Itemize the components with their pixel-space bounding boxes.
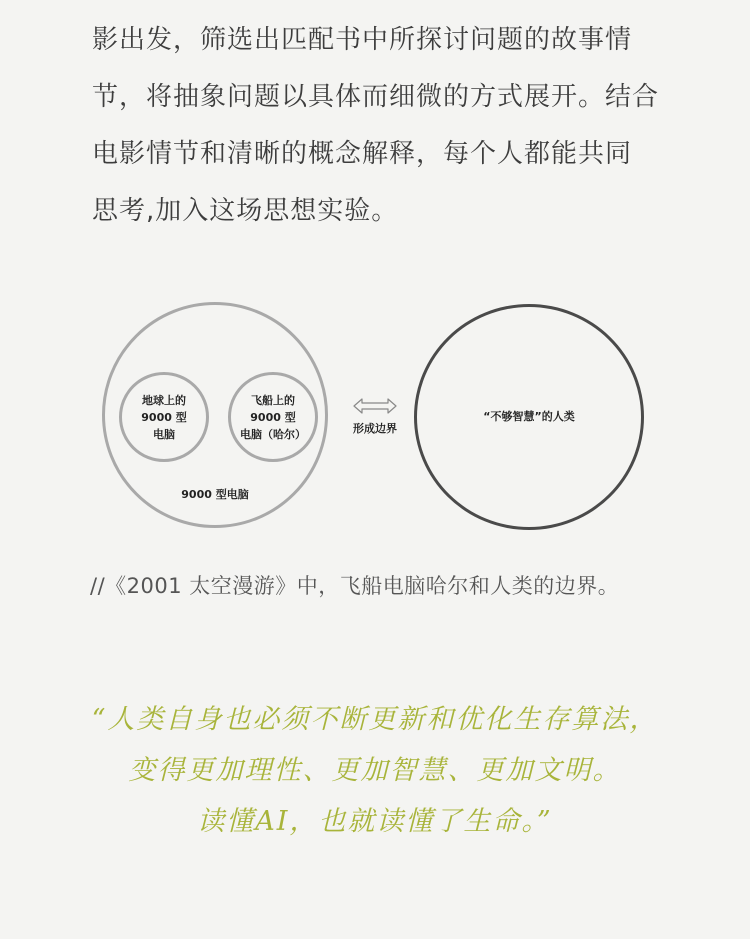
figure-caption: //《2001 太空漫游》中，飞船电脑哈尔和人类的边界。 — [90, 574, 620, 598]
pull-quote — [0, 694, 750, 847]
body-paragraph — [92, 12, 692, 240]
paragraph-line: 节，将抽象问题以具体而细微的方式展开。结合 — [92, 82, 660, 112]
quote-line: “人类自身也必须不断更新和优化生存算法， — [91, 704, 659, 735]
humans-label: “不够智慧”的人类 — [483, 410, 575, 423]
paragraph-line: 电影情节和清晰的概念解释，每个人都能共同 — [92, 139, 633, 169]
double-arrow-icon — [352, 397, 398, 415]
paragraph-line: 影出发，筛选出匹配书中所探讨问题的故事情 — [92, 25, 633, 55]
boundary-label: 形成边界 — [353, 422, 397, 435]
ship-computer-label: 飞船上的 9000 型 电脑（哈尔） — [240, 394, 306, 441]
quote-line: 变得更加理性、更加智慧、更加文明。 — [128, 755, 622, 786]
paragraph-line: 思考,加入这场思想实验。 — [92, 196, 399, 226]
quote-line: 读懂AI，也就读懂了生命。” — [197, 806, 553, 837]
computer-set-label: 9000 型电脑 — [181, 488, 249, 501]
earth-computer-label: 地球上的 9000 型 电脑 — [141, 394, 187, 441]
